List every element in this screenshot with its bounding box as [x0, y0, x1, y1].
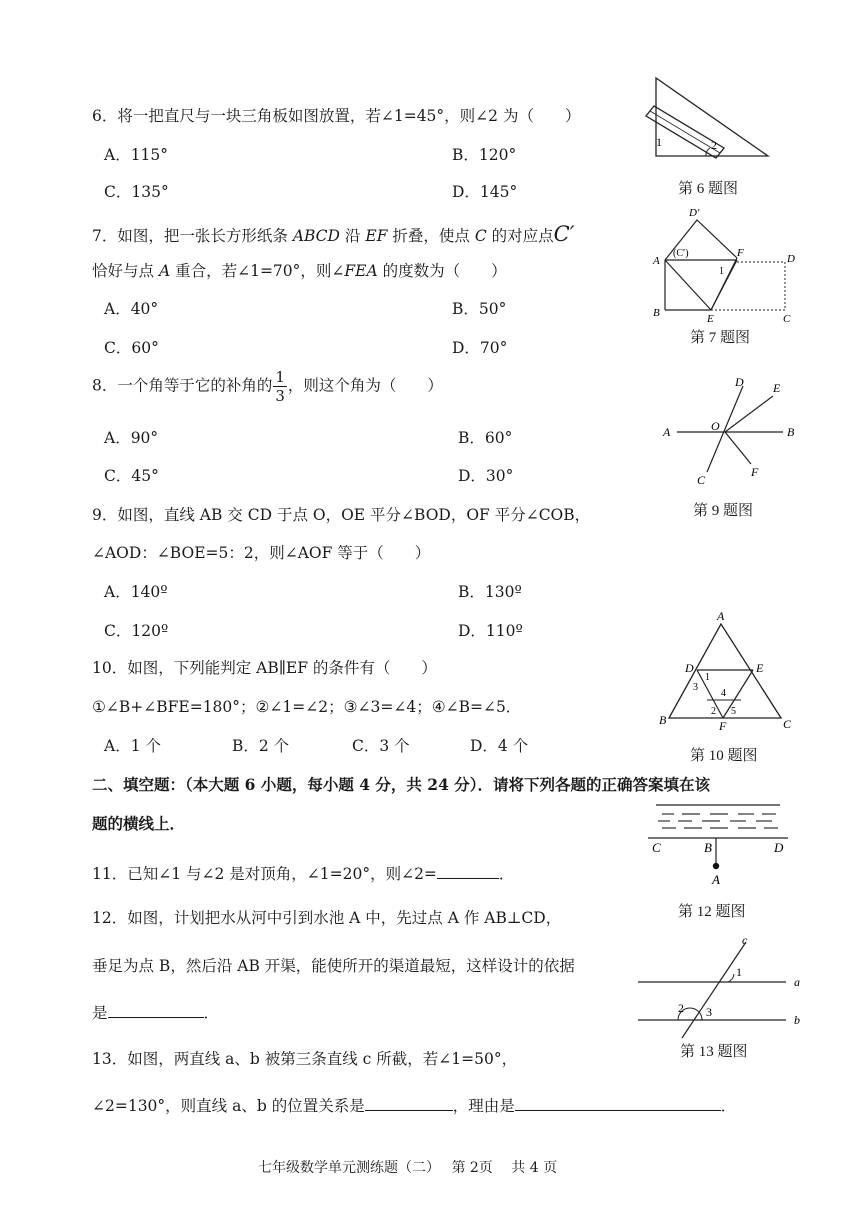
q11-answer-blank	[437, 865, 499, 879]
q13-figure	[638, 932, 808, 1040]
svg-text:C: C	[783, 313, 791, 325]
page-footer: 七年级数学单元测练题（二） 第 2页 共 4 页	[258, 1160, 558, 1176]
one-third-fraction: $\frac{1}{3}$	[275, 368, 285, 405]
q11-stem: 11．已知∠1 与∠2 是对顶角，∠1=20°，则∠2= ．	[92, 865, 515, 883]
q12-stem-line3: 是 ．	[92, 1004, 220, 1022]
q12-stem-line2: 垂足为点 B，然后沿 AB 开渠，能使所开的渠道最短，这样设计的依据	[92, 957, 575, 975]
svg-text:A: A	[653, 255, 660, 267]
q13-answer-blank-2	[515, 1097, 721, 1111]
svg-text:4: 4	[721, 688, 726, 699]
q9-figure	[655, 372, 805, 490]
svg-text:2: 2	[711, 706, 716, 717]
svg-text:B: B	[704, 840, 712, 855]
svg-text:1: 1	[736, 965, 742, 979]
q13-caption: 第 13 题图	[680, 1044, 748, 1060]
svg-text:C: C	[783, 717, 792, 731]
q8-option-d: D．30°	[458, 467, 514, 485]
q12-figure	[648, 798, 790, 888]
svg-text:F: F	[737, 247, 744, 259]
svg-text:B: B	[659, 713, 667, 727]
svg-text:E: E	[756, 661, 764, 675]
q8-option-a: A．90°	[104, 429, 159, 447]
q6-figure	[640, 72, 780, 162]
svg-text:O: O	[711, 419, 720, 433]
q6-option-c: C．135°	[104, 183, 169, 201]
svg-text:B: B	[653, 307, 660, 319]
q7-stem-line2: 恰好与点 A 重合，若∠1=70°，则∠FEA 的度数为（ ）	[92, 262, 507, 280]
q13-stem: 13．如图，两直线 a、b 被第三条直线 c 所截，若∠1=50°，	[92, 1050, 518, 1068]
q13-stem-line2: ∠2=130°，则直线 a、b 的位置关系是 ，理由是 ．	[92, 1097, 737, 1115]
q8-stem: 8．一个角等于它的补角的 $\frac{1}{3}$ ，则这个角为（ ）	[92, 368, 443, 405]
q6-option-b: B．120°	[452, 146, 517, 164]
q6-label-1: 1	[656, 135, 662, 149]
q10-figure	[655, 608, 805, 736]
q8-option-c: C．45°	[104, 467, 159, 485]
svg-text:C: C	[652, 840, 661, 855]
q9-option-c: C．120º	[104, 622, 169, 640]
svg-text:3: 3	[693, 682, 698, 693]
svg-text:(C′): (C′)	[673, 248, 689, 259]
svg-text:F: F	[751, 465, 759, 479]
svg-text:C: C	[697, 473, 706, 487]
q10-option-c: C．3 个	[352, 737, 410, 755]
q10-option-a: A．1 个	[104, 737, 161, 755]
q7-option-c: C．60°	[104, 339, 159, 357]
svg-text:F: F	[719, 719, 727, 733]
svg-text:2: 2	[678, 1001, 684, 1015]
section2-heading-line2: 题的横线上．	[92, 814, 186, 833]
section2-heading: 二、填空题：（本大题 6 小题，每小题 4 分，共 24 分）．请将下列各题的正确答案填在该	[92, 775, 711, 794]
q10-caption: 第 10 题图	[690, 748, 758, 764]
q10-conditions: ①∠B+∠BFE=180°；②∠1=∠2；③∠3=∠4；④∠B=∠5．	[92, 698, 522, 716]
q6-label-2: 2	[711, 138, 717, 152]
q10-option-b: B．2 个	[232, 737, 290, 755]
q8-option-b: B．60°	[458, 429, 513, 447]
svg-text:a: a	[794, 975, 800, 989]
q9-caption: 第 9 题图	[693, 503, 754, 519]
svg-text:A: A	[663, 425, 671, 439]
q9-stem-line2: ∠AOD：∠BOE=5：2，则∠AOF 等于（ ）	[92, 544, 431, 562]
q6-option-d: D．145°	[452, 183, 518, 201]
svg-text:E: E	[773, 381, 781, 395]
svg-text:D: D	[787, 253, 795, 265]
q6-option-a: A．115°	[104, 146, 169, 164]
q7-option-b: B．50°	[452, 300, 507, 318]
q12-caption: 第 12 题图	[678, 904, 746, 920]
svg-text:D′: D′	[689, 207, 700, 219]
svg-text:5: 5	[731, 706, 736, 717]
q10-stem: 10．如图，下列能判定 AB∥EF 的条件有（ ）	[92, 659, 437, 677]
q7-option-d: D．70°	[452, 339, 508, 357]
svg-text:c: c	[742, 933, 748, 947]
svg-text:B: B	[787, 425, 795, 439]
svg-text:D: D	[774, 840, 784, 855]
svg-text:A: A	[712, 872, 720, 887]
q9-option-d: D．110º	[458, 622, 523, 640]
q7-caption: 第 7 题图	[690, 330, 751, 346]
svg-text:D: D	[685, 661, 694, 675]
svg-text:D: D	[735, 375, 744, 389]
q13-answer-blank-1	[365, 1097, 453, 1111]
svg-text:1: 1	[705, 672, 710, 683]
q7-stem: 7．如图，把一张长方形纸条 ABCD 沿 EF 折叠，使点 C 的对应点C′	[92, 222, 575, 246]
q7-figure	[645, 200, 805, 325]
q6-caption: 第 6 题图	[678, 181, 739, 197]
q9-option-b: B．130º	[458, 583, 522, 601]
q6-stem: 6．将一把直尺与一块三角板如图放置，若∠1=45°，则∠2 为（ ）	[92, 107, 581, 125]
svg-text:A: A	[717, 609, 725, 623]
q7-option-a: A．40°	[104, 300, 159, 318]
q10-option-d: D．4 个	[470, 737, 529, 755]
q9-option-a: A．140º	[104, 583, 168, 601]
svg-text:3: 3	[706, 1005, 712, 1019]
q9-stem: 9．如图，直线 AB 交 CD 于点 O，OE 平分∠BOD，OF 平分∠COB，	[92, 506, 591, 524]
svg-text:E: E	[707, 313, 714, 325]
svg-text:b: b	[794, 1013, 800, 1027]
q12-answer-blank	[108, 1004, 204, 1018]
q12-stem: 12．如图，计划把水从河中引到水池 A 中，先过点 A 作 AB⊥CD，	[92, 909, 562, 927]
svg-text:1: 1	[719, 266, 724, 277]
